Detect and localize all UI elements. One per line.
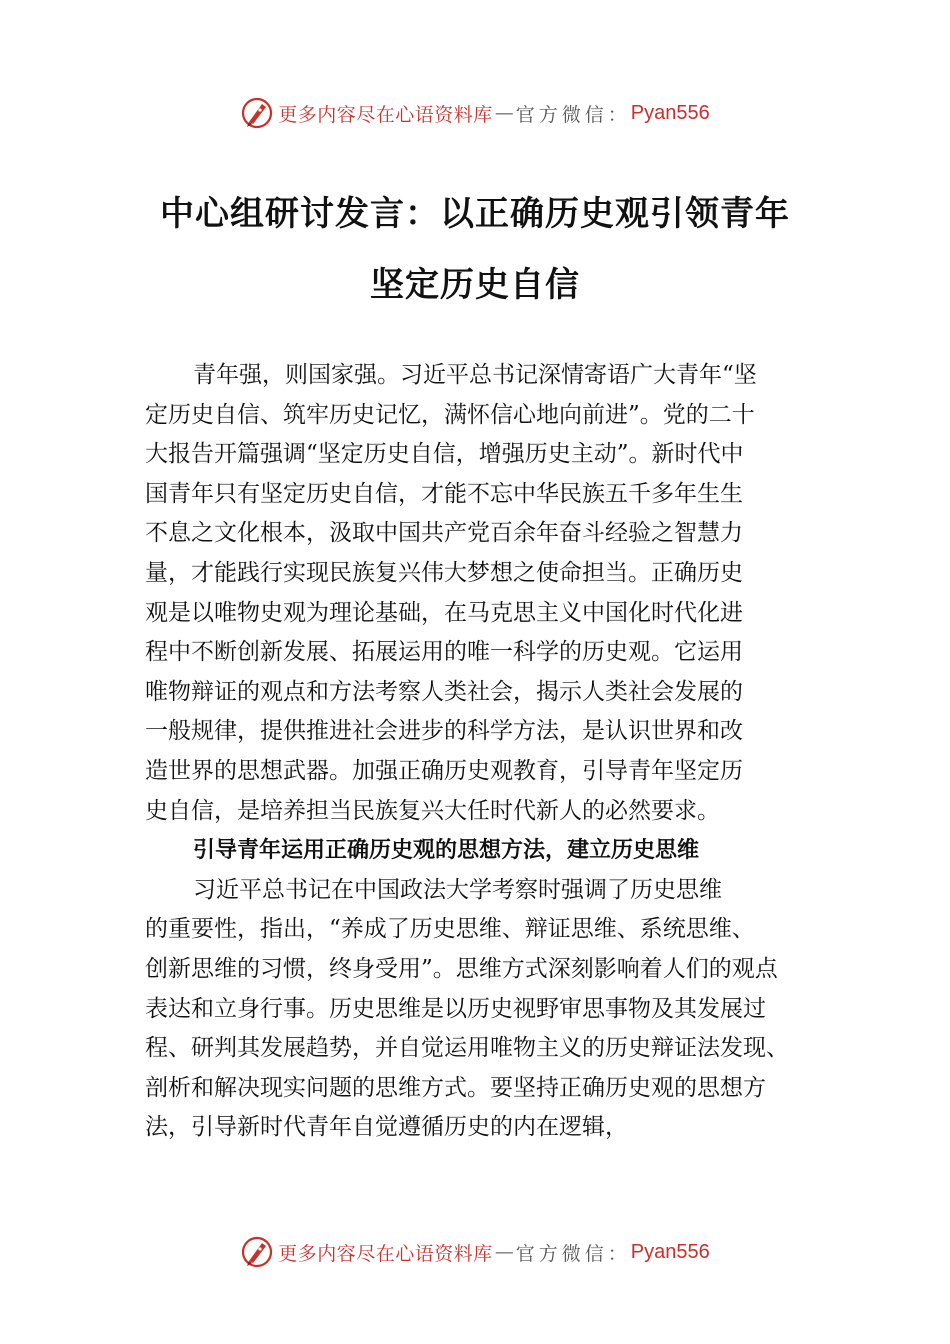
watermark-separator: —	[494, 102, 514, 124]
text-line: 法，引导新时代青年自觉遵循历史的内在逻辑，	[145, 1114, 628, 1141]
header-watermark	[0, 93, 950, 133]
text-line: 创新思维的习惯，终身受用”。思维方式深刻影响着人们的观点	[145, 955, 778, 982]
pen-nib-logo-icon	[240, 1235, 274, 1269]
watermark-wechat-label: 官方微信	[515, 1242, 608, 1265]
watermark-separator: —	[494, 1241, 514, 1263]
watermark-colon: ：	[607, 103, 627, 126]
watermark-wechat-label: 官方微信	[515, 103, 608, 126]
document-title-line-1: 中心组研讨发言：以正确历史观引领青年	[160, 194, 790, 234]
footer-watermark	[0, 1232, 950, 1272]
paragraph-intro	[145, 356, 835, 831]
text-line: 唯物辩证的观点和方法考察人类社会，揭示人类社会发展的	[145, 678, 743, 705]
text-line: 表达和立身行事。历史思维是以历史视野审思事物及其发展过	[145, 995, 766, 1022]
text-line: 习近平总书记在中国政法大学考察时强调了历史思维	[193, 876, 722, 903]
text-line: 大报告开篇强调“坚定历史自信，增强历史主动”。新时代中	[145, 441, 744, 468]
text-line: 程中不断创新发展、拓展运用的唯一科学的历史观。它运用	[145, 639, 743, 666]
text-line: 不息之文化根本，汲取中国共产党百余年奋斗经验之智慧力	[145, 520, 743, 547]
text-line: 一般规律，提供推进社会进步的科学方法，是认识世界和改	[145, 718, 743, 745]
pen-nib-logo-icon	[240, 96, 274, 130]
text-line: 的重要性，指出，“养成了历史思维、辩证思维、系统思维、	[145, 916, 755, 943]
section-heading: 引导青年运用正确历史观的思想方法，建立历史思维	[193, 838, 700, 864]
text-line: 定历史自信、筑牢历史记忆，满怀信心地向前进”。党的二十	[145, 401, 755, 428]
text-line: 量，才能践行实现民族复兴伟大梦想之使命担当。正确历史	[145, 559, 743, 586]
text-line: 青年强，则国家强。习近平总书记深情寄语广大青年“坚	[193, 362, 757, 388]
document-body	[145, 356, 835, 1148]
text-line: 国青年只有坚定历史自信，才能不忘中华民族五千多年生生	[145, 480, 743, 507]
text-line: 造世界的思想武器。加强正确历史观教育，引导青年坚定历	[145, 757, 743, 784]
text-line: 剖析和解决现实问题的思维方式。要坚持正确历史观的思想方	[145, 1074, 766, 1101]
text-line: 观是以唯物史观为理论基础，在马克思主义中国化时代化进	[145, 599, 743, 626]
text-line: 史自信，是培养担当民族复兴大任时代新人的必然要求。	[145, 797, 720, 824]
document-title-line-2: 坚定历史自信	[370, 265, 580, 305]
watermark-wechat-id: Pyan556	[630, 1240, 710, 1263]
text-line: 程、研判其发展趋势，并自觉运用唯物主义的历史辩证法发现、	[145, 1035, 789, 1062]
paragraph-history-thinking	[145, 871, 835, 1148]
watermark-brand: 更多内容尽在心语资料库	[278, 1242, 493, 1265]
watermark-colon: ：	[607, 1242, 627, 1265]
watermark-brand: 更多内容尽在心语资料库	[278, 103, 493, 126]
watermark-wechat-id: Pyan556	[630, 101, 710, 124]
